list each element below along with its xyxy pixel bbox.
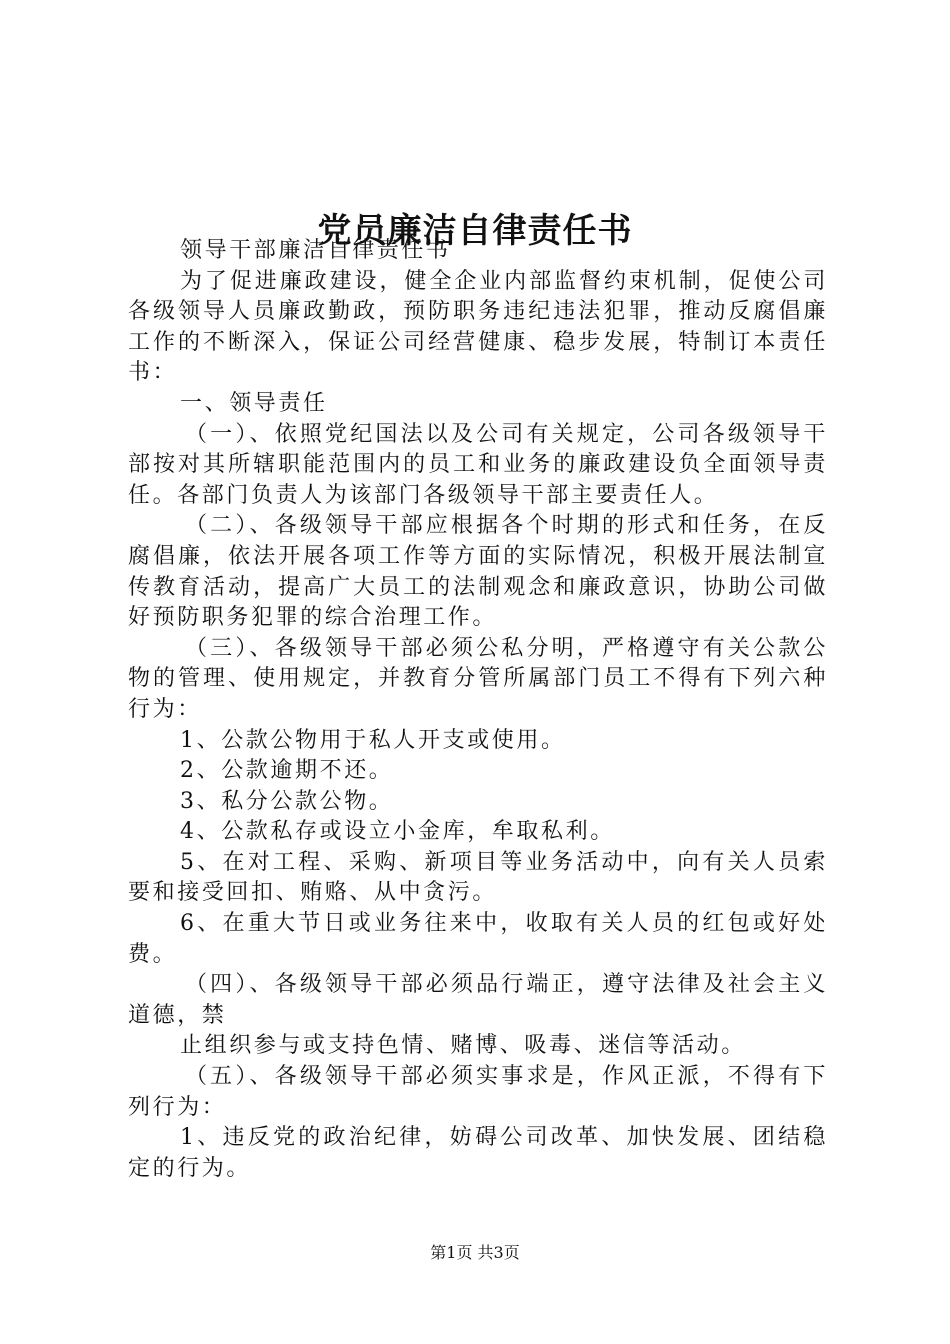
list-item: 3、私分公款公物。	[180, 788, 394, 814]
list-item: 6、在重大节日或业务往来中，收取有关人员的红包或好处费。	[128, 911, 828, 967]
paragraph-clause-4: （四）、各级领导干部必须品行端正，遵守法律及社会主义道德，禁	[128, 972, 828, 1028]
document-title: 党员廉洁自律责任书	[317, 210, 633, 251]
paragraph-clause-1: （一）、依照党纪国法以及公司有关规定，公司各级领导干部按对其所辖职能范围内的员工和业务的廉政建设负全面领导责任。各部门负责人为该部门各级领导干部主要责任人。	[128, 421, 828, 508]
list-item: 2、公款逾期不还。	[180, 758, 394, 784]
list-item: 1、违反党的政治纪律，妨碍公司改革、加快发展、团结稳定的行为。	[128, 1125, 828, 1181]
document-body	[128, 236, 828, 1184]
paragraph-clause-5: （五）、各级领导干部必须实事求是，作风正派，不得有下列行为：	[128, 1064, 828, 1120]
list-item: 1、公款公物用于私人开支或使用。	[180, 727, 566, 753]
page-number-footer: 第1页 共3页	[430, 1243, 520, 1262]
list-item: 5、在对工程、采购、新项目等业务活动中，向有关人员索要和接受回扣、贿赂、从中贪污。	[128, 849, 828, 906]
list-item: 4、公款私存或设立小金库，牟取私利。	[180, 819, 615, 845]
paragraph-subtitle: 领导干部廉洁自律责任书	[180, 238, 451, 263]
paragraph-clause-2: （二）、各级领导干部应根据各个时期的形式和任务，在反腐倡廉，依法开展各项工作等方面的实际情况，积极开展法制宣传教育活动，提高广大员工的法制观念和廉政意识，协助公司做好预防职务犯罪的综合治理工作。	[128, 513, 828, 631]
paragraph-intro: 为了促进廉政建设，健全企业内部监督约束机制，促使公司各级领导人员廉政勤政，预防职务违纪违法犯罪，推动反腐倡廉工作的不断深入，保证公司经营健康、稳步发展，特制订本责任书：	[128, 268, 828, 386]
paragraph-clause-4-continued: 止组织参与或支持色情、赌博、吸毒、迷信等活动。	[180, 1033, 746, 1059]
paragraph-clause-3: （三）、各级领导干部必须公私分明，严格遵守有关公款公物的管理、使用规定，并教育分管所属部门员工不得有下列六种行为：	[128, 635, 828, 722]
section-heading-leadership: 一、领导责任	[180, 390, 328, 416]
